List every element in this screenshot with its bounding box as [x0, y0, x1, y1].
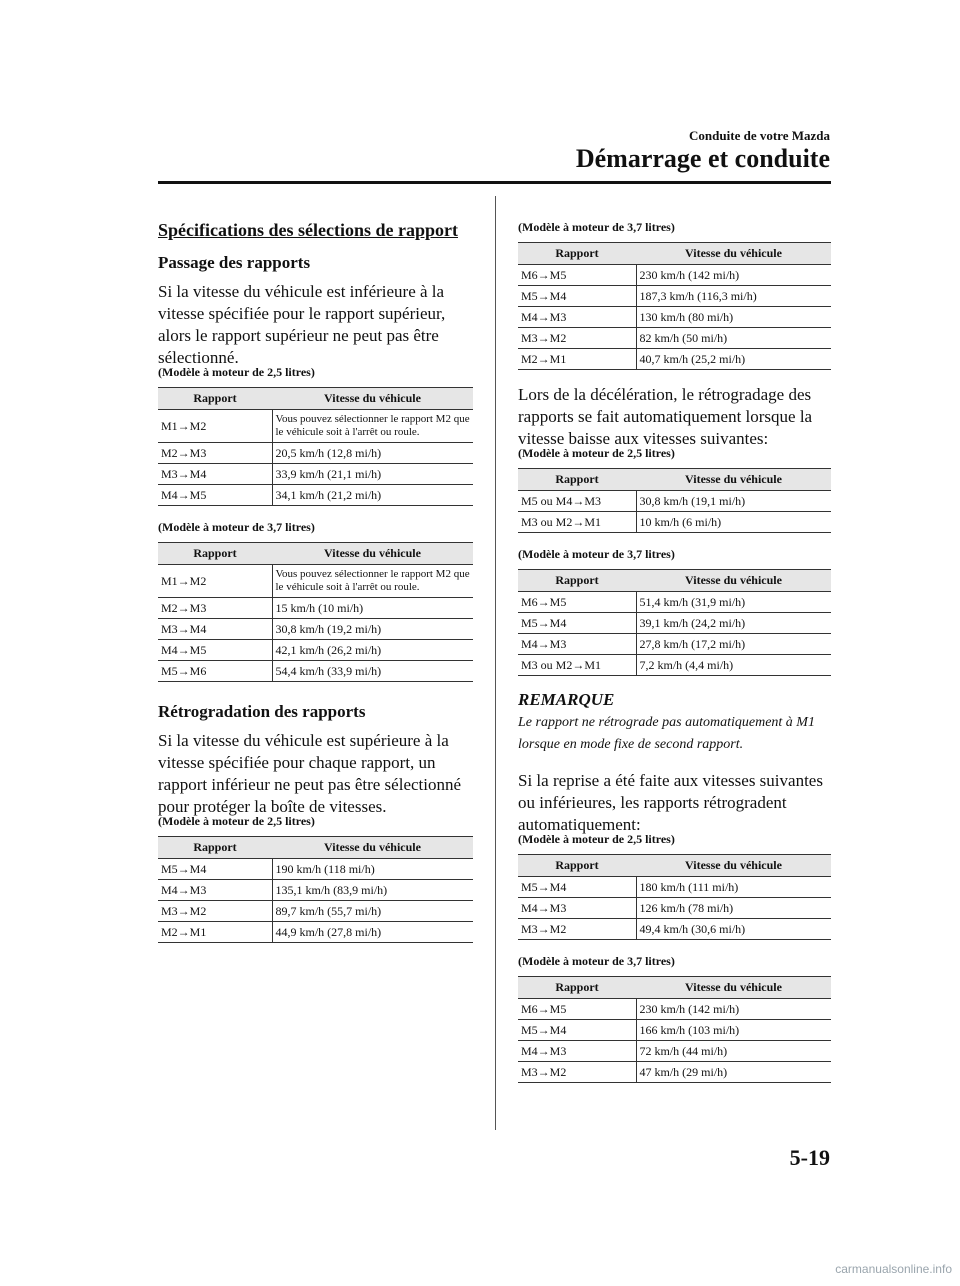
table-row	[518, 286, 831, 307]
gear-cell: M3→M2	[518, 1062, 636, 1083]
decel-table-3-7	[518, 569, 831, 676]
header-subtitle: Conduite de votre Mazda	[689, 128, 830, 143]
gear-cell: M4→M3	[518, 634, 636, 655]
left-column	[158, 220, 473, 957]
table-header-row	[518, 855, 831, 877]
table-caption: (Modèle à moteur de 3,7 litres)	[518, 220, 675, 234]
gear-cell: M5→M4	[518, 1020, 636, 1041]
decel-text: Lors de la décélération, le rétrogradage des rapports se fait automatiquement lorsque la vitesse baisse aux vitesses suivantes:	[518, 385, 813, 448]
table-caption: (Modèle à moteur de 3,7 litres)	[518, 547, 675, 561]
table-caption: (Modèle à moteur de 2,5 litres)	[518, 446, 675, 460]
table-row	[158, 859, 473, 880]
table-row	[518, 613, 831, 634]
speed-cell: 180 km/h (111 mi/h)	[636, 877, 831, 898]
speed-cell: 49,4 km/h (30,6 mi/h)	[636, 919, 831, 940]
speed-cell: 33,9 km/h (21,1 mi/h)	[272, 464, 473, 485]
column-header-vitesse: Vitesse du véhicule	[272, 543, 473, 565]
gear-cell: M4→M5	[158, 485, 272, 506]
header-rule	[158, 181, 831, 184]
gear-cell: M2→M3	[158, 598, 272, 619]
speed-cell: 126 km/h (78 mi/h)	[636, 898, 831, 919]
table-row	[158, 443, 473, 464]
table-row	[518, 512, 831, 533]
gear-cell: M4→M3	[518, 307, 636, 328]
gear-cell: M4→M3	[158, 880, 272, 901]
speed-cell: Vous pouvez sélectionner le rapport M2 que le véhicule soit à l'arrêt ou roule.	[272, 565, 473, 598]
column-header-vitesse: Vitesse du véhicule	[636, 243, 831, 265]
note-text: Le rapport ne rétrograde pas automatiquement à M1 lorsque en mode fixe de second rapport.	[518, 715, 815, 752]
reprise-table-2-5	[518, 854, 831, 940]
speed-cell: 40,7 km/h (25,2 mi/h)	[636, 349, 831, 370]
table-header-row	[158, 837, 473, 859]
column-header-rapport: Rapport	[518, 469, 636, 491]
table-row	[158, 565, 473, 598]
gear-cell: M5→M4	[518, 286, 636, 307]
column-header-rapport: Rapport	[158, 543, 272, 565]
column-header-rapport: Rapport	[518, 855, 636, 877]
gear-cell: M5 ou M4→M3	[518, 491, 636, 512]
upshift-title: Passage des rapports	[158, 253, 311, 272]
table-row	[518, 919, 831, 940]
downshift-table-3-7	[518, 242, 831, 370]
table-caption: (Modèle à moteur de 3,7 litres)	[158, 520, 315, 534]
table-row	[518, 999, 831, 1020]
column-header-vitesse: Vitesse du véhicule	[636, 570, 831, 592]
table-row	[158, 464, 473, 485]
speed-cell: 30,8 km/h (19,1 mi/h)	[636, 491, 831, 512]
gear-cell: M3 ou M2→M1	[518, 512, 636, 533]
column-header-rapport: Rapport	[158, 837, 272, 859]
speed-cell: 30,8 km/h (19,2 mi/h)	[272, 619, 473, 640]
speed-cell: 166 km/h (103 mi/h)	[636, 1020, 831, 1041]
speed-cell: 34,1 km/h (21,2 mi/h)	[272, 485, 473, 506]
speed-cell: 44,9 km/h (27,8 mi/h)	[272, 922, 473, 943]
speed-cell: Vous pouvez sélectionner le rapport M2 que le véhicule soit à l'arrêt ou roule.	[272, 410, 473, 443]
table-row	[158, 485, 473, 506]
column-header-rapport: Rapport	[158, 388, 272, 410]
table-header-row	[518, 243, 831, 265]
gear-cell: M3→M2	[518, 919, 636, 940]
gear-cell: M5→M4	[518, 877, 636, 898]
table-caption: (Modèle à moteur de 2,5 litres)	[158, 814, 315, 828]
table-row	[518, 265, 831, 286]
column-header-rapport: Rapport	[518, 570, 636, 592]
table-row	[518, 1041, 831, 1062]
column-header-rapport: Rapport	[518, 243, 636, 265]
speed-cell: 230 km/h (142 mi/h)	[636, 265, 831, 286]
gear-cell: M1→M2	[158, 410, 272, 443]
gear-cell: M3→M2	[158, 901, 272, 922]
gear-cell: M2→M1	[158, 922, 272, 943]
speed-cell: 190 km/h (118 mi/h)	[272, 859, 473, 880]
table-caption: (Modèle à moteur de 3,7 litres)	[518, 954, 675, 968]
column-header-vitesse: Vitesse du véhicule	[272, 388, 473, 410]
speed-cell: 82 km/h (50 mi/h)	[636, 328, 831, 349]
speed-cell: 15 km/h (10 mi/h)	[272, 598, 473, 619]
table-caption: (Modèle à moteur de 2,5 litres)	[518, 832, 675, 846]
table-row	[158, 598, 473, 619]
gear-cell: M6→M5	[518, 999, 636, 1020]
gear-cell: M5→M6	[158, 661, 272, 682]
table-row	[158, 640, 473, 661]
section-title: Spécifications des sélections de rapport	[158, 220, 458, 240]
speed-cell: 47 km/h (29 mi/h)	[636, 1062, 831, 1083]
speed-cell: 72 km/h (44 mi/h)	[636, 1041, 831, 1062]
gear-cell: M2→M1	[518, 349, 636, 370]
table-row	[518, 307, 831, 328]
upshift-text: Si la vitesse du véhicule est inférieure à la vitesse spécifiée pour le rapport supérieur, alors le rapport supérieur ne peut pas être sélectionné.	[158, 282, 446, 367]
table-header-row	[158, 388, 473, 410]
column-header-vitesse: Vitesse du véhicule	[272, 837, 473, 859]
table-row	[518, 898, 831, 919]
table-header-row	[518, 469, 831, 491]
gear-cell: M2→M3	[158, 443, 272, 464]
gear-cell: M5→M4	[518, 613, 636, 634]
reprise-text: Si la reprise a été faite aux vitesses suivantes ou inférieures, les rapports rétrogradent automatiquement:	[518, 771, 823, 834]
note-title: REMARQUE	[518, 690, 615, 709]
decel-table-2-5	[518, 468, 831, 533]
table-row	[518, 655, 831, 676]
gear-cell: M6→M5	[518, 265, 636, 286]
table-header-row	[158, 543, 473, 565]
downshift-title: Rétrogradation des rapports	[158, 702, 366, 721]
column-header-vitesse: Vitesse du véhicule	[636, 855, 831, 877]
table-row	[158, 410, 473, 443]
gear-cell: M3→M2	[518, 328, 636, 349]
speed-cell: 135,1 km/h (83,9 mi/h)	[272, 880, 473, 901]
table-caption: (Modèle à moteur de 2,5 litres)	[158, 365, 315, 379]
gear-cell: M4→M3	[518, 898, 636, 919]
column-header-vitesse: Vitesse du véhicule	[636, 977, 831, 999]
speed-cell: 230 km/h (142 mi/h)	[636, 999, 831, 1020]
speed-cell: 54,4 km/h (33,9 mi/h)	[272, 661, 473, 682]
table-row	[518, 328, 831, 349]
column-header-rapport: Rapport	[518, 977, 636, 999]
gear-cell: M6→M5	[518, 592, 636, 613]
gear-cell: M4→M5	[158, 640, 272, 661]
column-divider	[495, 196, 496, 1130]
gear-cell: M4→M3	[518, 1041, 636, 1062]
speed-cell: 39,1 km/h (24,2 mi/h)	[636, 613, 831, 634]
speed-cell: 10 km/h (6 mi/h)	[636, 512, 831, 533]
table-row	[158, 661, 473, 682]
gear-cell: M3→M4	[158, 619, 272, 640]
gear-cell: M1→M2	[158, 565, 272, 598]
speed-cell: 187,3 km/h (116,3 mi/h)	[636, 286, 831, 307]
column-header-vitesse: Vitesse du véhicule	[636, 469, 831, 491]
gear-cell: M3→M4	[158, 464, 272, 485]
speed-cell: 51,4 km/h (31,9 mi/h)	[636, 592, 831, 613]
table-header-row	[518, 977, 831, 999]
reprise-table-3-7	[518, 976, 831, 1083]
right-column	[518, 220, 831, 1097]
header-title: Démarrage et conduite	[575, 144, 830, 173]
table-row	[518, 1020, 831, 1041]
watermark: carmanualsonline.info	[835, 1262, 952, 1276]
speed-cell: 27,8 km/h (17,2 mi/h)	[636, 634, 831, 655]
table-row	[518, 491, 831, 512]
table-row	[158, 880, 473, 901]
table-row	[518, 877, 831, 898]
speed-cell: 130 km/h (80 mi/h)	[636, 307, 831, 328]
table-row	[518, 634, 831, 655]
page-number: 5-19	[789, 1145, 830, 1170]
table-header-row	[518, 570, 831, 592]
upshift-table-3-7	[158, 542, 473, 682]
speed-cell: 89,7 km/h (55,7 mi/h)	[272, 901, 473, 922]
table-row	[518, 592, 831, 613]
gear-cell: M5→M4	[158, 859, 272, 880]
speed-cell: 20,5 km/h (12,8 mi/h)	[272, 443, 473, 464]
table-row	[158, 619, 473, 640]
gear-cell: M3 ou M2→M1	[518, 655, 636, 676]
table-row	[158, 922, 473, 943]
table-row	[158, 901, 473, 922]
upshift-table-2-5	[158, 387, 473, 506]
speed-cell: 7,2 km/h (4,4 mi/h)	[636, 655, 831, 676]
speed-cell: 42,1 km/h (26,2 mi/h)	[272, 640, 473, 661]
table-row	[518, 1062, 831, 1083]
downshift-text: Si la vitesse du véhicule est supérieure à la vitesse spécifiée pour chaque rapport, un rapport inférieur ne peut pas être sélectionné pour protéger la boîte de vitesses.	[158, 731, 462, 816]
downshift-table-2-5	[158, 836, 473, 943]
table-row	[518, 349, 831, 370]
